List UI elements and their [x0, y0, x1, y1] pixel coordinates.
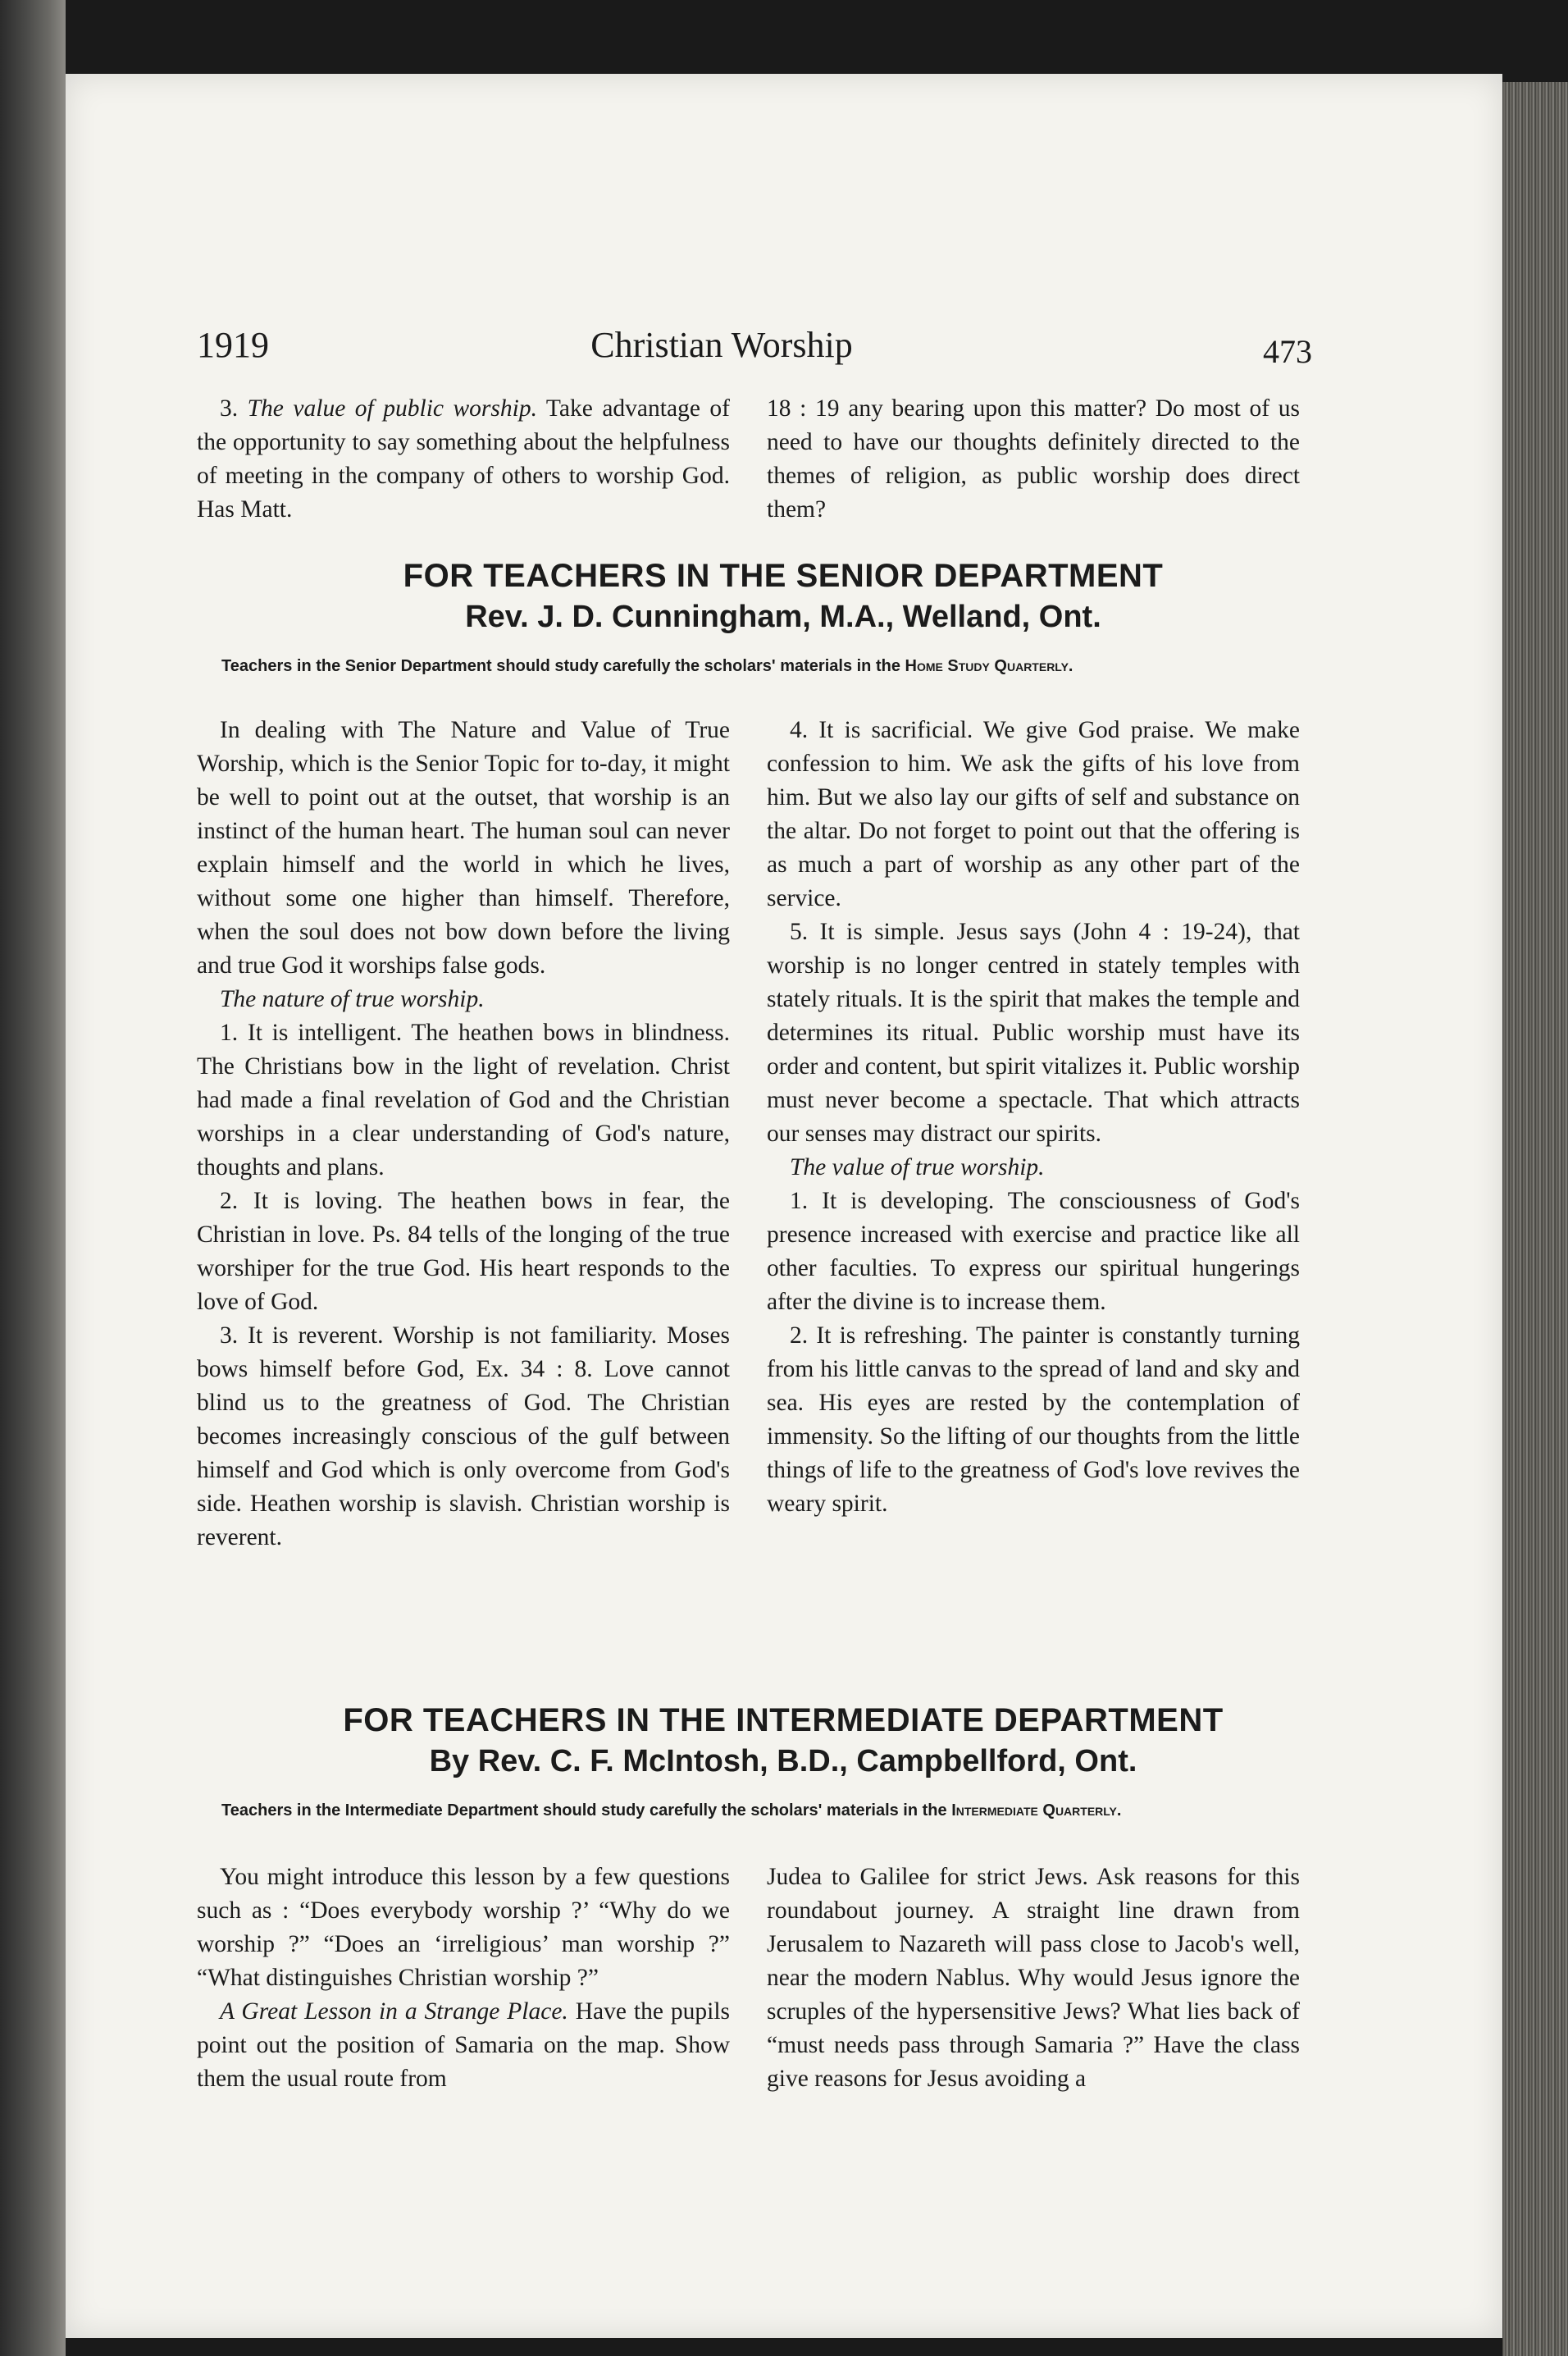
senior-note-text: Teachers in the Senior Department should study carefully the scholars' materials in the: [221, 657, 905, 675]
senior-section-title: FOR TEACHERS IN THE SENIOR DEPARTMENT: [403, 558, 1164, 594]
page-edges-right: [1502, 82, 1568, 2356]
senior-left-paragraph: In dealing with The Nature and Value of True Worship, which is the Senior Topic for to-day, it might be well to point out at the outset, that worship is an instinct of the human heart. The human soul can never explain himself and the world in which he lives, without some one higher than himself. Therefore, when the soul does not bow down before the living and true God it worships false gods.: [197, 717, 730, 979]
page-number: 473: [1263, 333, 1312, 370]
intermediate-note-publication: Intermediate Quarterly: [951, 1801, 1117, 1820]
intermediate-right-column: [767, 1861, 1300, 2096]
running-head-title: Christian Worship: [590, 325, 853, 365]
intermediate-section-title: FOR TEACHERS IN THE INTERMEDIATE DEPARTMENT: [343, 1702, 1224, 1738]
senior-right-paragraph: 5. It is simple. Jesus says (John 4 : 19-24), that worship is no longer centred in stately temples with stately rituals. It is the spirit that makes the temple and determines its ritual. Public worship must have its order and content, but spirit vitalizes it. Public worship must never become a spectacle. That which attracts our senses may distract our spirits.: [767, 919, 1300, 1147]
intermediate-left-italic: A Great Lesson in a Strange Place.: [220, 1998, 568, 2025]
senior-right-paragraph: 2. It is refreshing. The painter is constantly turning from his little canvas to the spread of land and sky and sea. His eyes are rested by the contemplation of immensity. So the lifting of our thoughts from the little things of life to the greatness of God's love revives the weary spirit.: [767, 1322, 1300, 1517]
top-right-column: [767, 392, 1300, 527]
senior-right-subheading: The value of true worship.: [790, 1154, 1045, 1180]
senior-left-paragraph: 2. It is loving. The heathen bows in fear, the Christian in love. Ps. 84 tells of the longing of the true worshiper for the true God. His heart responds to the love of God.: [197, 1188, 730, 1315]
intermediate-section-author: By Rev. C. F. McIntosh, B.D., Campbellford, Ont.: [429, 1744, 1137, 1778]
senior-right-column: [767, 714, 1300, 1521]
senior-left-column: [197, 714, 730, 1555]
top-left-column: [197, 392, 730, 527]
senior-left-paragraph: 3. It is reverent. Worship is not familiarity. Moses bows himself before God, Ex. 34 : 8. Love cannot blind us to the greatness of God. The Christian becomes increasingly conscious of the gulf between himself and God which is only overcome from God's side. Heathen worship is slavish. Christian worship is reverent.: [197, 1322, 730, 1550]
top-right-paragraph: 18 : 19 any bearing upon this matter? Do most of us need to have our thoughts definitely directed to the themes of religion, as public worship does direct them?: [767, 395, 1300, 523]
book-binding-left: [0, 0, 66, 2356]
running-head-year: 1919: [197, 325, 269, 365]
intermediate-left-column: [197, 1861, 730, 2096]
senior-right-paragraph: 4. It is sacrificial. We give God praise. We make confession to him. We ask the gifts of his love from him. But we also lay our gifts of self and substance on the altar. Do not forget to point out that the offering is as much a part of worship as any other part of the service.: [767, 717, 1300, 911]
top-left-italic: The value of public worship.: [247, 395, 537, 422]
intermediate-left-rest: Have the pupils point out the position of Samaria on the map. Show them the usual route from: [197, 1998, 731, 2092]
intermediate-note: Teachers in the Intermediate Department should study carefully the scholars' materials in the Intermediate Quarterly.: [221, 1801, 1122, 1820]
intermediate-left-paragraph-2: [197, 1995, 730, 2096]
senior-section-header: [131, 558, 1435, 635]
intermediate-note-text: Teachers in the Intermediate Department should study carefully the scholars' materials in the: [221, 1801, 952, 1820]
intermediate-left-paragraph: You might introduce this lesson by a few questions such as : “Does everybody worship ?’ “Why do we worship ?” “Does an ‘irreligious’ man worship ?” “What distinguishes Christian worship ?”: [197, 1864, 730, 1991]
senior-left-subheading: The nature of true worship.: [220, 986, 485, 1012]
top-left-rest: Take advantage of the opportunity to say something about the helpfulness of meeting in the company of others to worship God. Has Matt.: [197, 395, 730, 523]
senior-note: Teachers in the Senior Department should study carefully the scholars' materials in the Home Study Quarterly.: [221, 657, 1073, 675]
running-head: [131, 324, 1312, 381]
senior-section-author: Rev. J. D. Cunningham, M.A., Welland, Ont.: [465, 600, 1101, 634]
top-left-paragraph: 3. The value of public worship. Take advantage of the opportunity to say something about the helpfulness of meeting in the company of others to worship God. Has Matt.: [197, 395, 730, 523]
intermediate-section-header: [131, 1702, 1435, 1779]
senior-right-paragraph: 1. It is developing. The consciousness of God's presence increased with exercise and practice like all other faculties. To express our spiritual hungerings after the divine is to increase them.: [767, 1188, 1300, 1315]
intermediate-right-paragraph: Judea to Galilee for strict Jews. Ask reasons for this roundabout journey. A straight line drawn from Jerusalem to Nazareth will pass close to Jacob's well, near the modern Nablus. Why would Jesus ignore the scruples of the hypersensitive Jews? What lies back of “must needs pass through Samaria ?” Have the class give reasons for Jesus avoiding a: [767, 1864, 1300, 2092]
senior-note-publication: Home Study Quarterly: [905, 657, 1069, 675]
senior-left-paragraph: 1. It is intelligent. The heathen bows in blindness. The Christians bow in the light of revelation. Christ had made a final revelation of God and the Christian worships in a clear understanding of God's nature, thoughts and plans.: [197, 1020, 730, 1180]
